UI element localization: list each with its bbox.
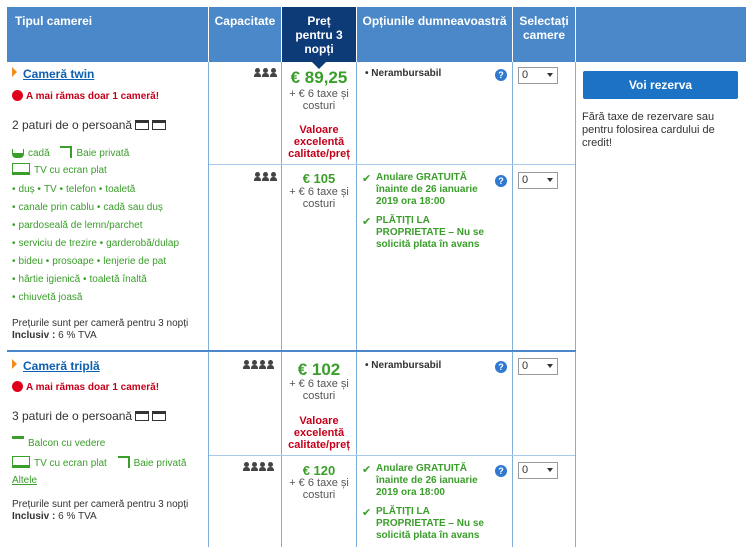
room-qty-select[interactable] [518,358,558,375]
header-select-line1: Selectați [519,14,569,28]
header-price [282,7,356,62]
availability-alert-text: A mai rămas doar 1 cameră! [26,382,160,393]
row-divider [209,164,575,165]
chevron-down-icon [547,364,553,368]
alert-dot-icon [12,381,23,392]
amenity-item: • bideu [12,256,43,267]
pay-line1: PLĂTIȚI LA [376,506,430,517]
cancel-line1: Anulare GRATUITĂ [376,172,467,183]
offer-tax-line2: costuri [302,100,336,112]
amenity-row [12,456,186,470]
header-select [513,7,575,62]
amenity-item: • toaletă [99,184,136,195]
divider [208,62,209,547]
chevron-down-icon [547,73,553,77]
option-free-cancel [362,463,492,499]
pay-line1: PLĂTIȚI LA [376,215,430,226]
amenity-balcony: Balcon cu vedere [28,438,106,449]
room-name-link[interactable]: Cameră twin [23,67,95,81]
info-icon[interactable]: ? [495,175,507,187]
option-nonrefundable: • Nerambursabil [365,360,442,371]
room-qty-select[interactable] [518,67,558,84]
offer-tax-line1: + € 6 taxe și [289,186,349,198]
capacity-2-persons-icon [254,172,278,184]
balcony-icon [12,436,24,448]
amenity-bathtub: cadă [28,148,50,159]
availability-alert-text: A mai rămas doar 1 cameră! [26,91,160,102]
chevron-down-icon [547,468,553,472]
others-link[interactable]: Altele [12,475,38,486]
amenity-row [12,163,107,177]
reserve-note: Fără taxe de rezervare sau pentru folosirea cardului de credit! [582,111,715,149]
info-icon[interactable]: ? [495,361,507,373]
offer-tax-line2: costuri [302,489,336,501]
value-badge [282,415,356,451]
cancel-line1: Anulare GRATUITĂ [376,463,467,474]
amenity-private-bath: Baie privată [133,458,187,469]
bed-icon [152,411,166,421]
value-badge-line1: Valoare [299,124,339,136]
chevron-down-icon [547,178,553,182]
availability-alert [12,381,159,393]
bed-icon [135,120,149,130]
bed-info [12,118,166,132]
header-capacity-label: Capacitate [214,14,276,28]
option-nonrefundable: • Nerambursabil [365,68,442,79]
amenity-item: • toaletă înaltă [83,274,147,285]
pay-line2: PROPRIETATE – Nu se [376,227,484,238]
reserve-button[interactable]: Voi rezerva [583,71,738,99]
amenity-item: • duș [12,184,35,195]
amenity-private-bath: Baie privată [76,148,130,159]
amenity-item: • serviciu de trezire [12,238,97,249]
option-nonrefundable-text: Nerambursabil [371,360,442,371]
offer-price: € 102 [297,360,341,379]
header-price-line3: nopți [304,42,334,56]
amenity-item: • canale prin cablu [12,202,94,213]
shower-icon [118,456,130,468]
header-room-type [7,7,208,62]
capacity-3-persons-icon [243,462,275,474]
offer-tax-line1: + € 6 taxe și [289,477,349,489]
option-free-cancel [362,172,492,208]
alert-dot-icon [12,90,23,101]
bed-info [12,409,166,423]
bed-icon [135,411,149,421]
price-note-text: Prețurile sunt per cameră pentru 3 nopți [12,499,189,510]
value-badge-line1: Valoare [299,415,339,427]
offer-tax [282,88,356,112]
amenity-item: • lenjerie de pat [97,256,166,267]
expand-arrow-icon [12,359,17,369]
offer-price: € 120 [302,463,336,478]
offer-tax [282,378,356,402]
header-price-line2: pentru 3 [295,28,343,42]
option-nonrefundable-text: Nerambursabil [371,68,442,79]
header-capacity [209,7,281,62]
header-select-line2: camere [522,28,566,42]
offer-tax [282,477,356,501]
option-pay-at-property [362,215,497,251]
bed-info-text: 3 paturi de o persoană [12,409,133,423]
info-icon[interactable]: ? [495,465,507,477]
value-badge-line2: excelentă [293,136,345,148]
cancel-line2: înainte de 26 ianuarie [376,475,478,486]
offer-tax-line1: + € 6 taxe și [289,378,349,390]
amenity-item: • cadă sau duș [97,202,163,213]
amenity-item: • chiuvetă joasă [12,292,82,303]
value-badge-line3: calitate/preț [288,148,350,160]
amenity-item: • TV [37,184,56,195]
room-qty-value: 0 [522,174,529,186]
amenity-row [12,436,105,450]
bed-icon [152,120,166,130]
header-options [357,7,512,62]
amenity-item: • prosoape [46,256,94,267]
checkmark-icon: ✔ [362,507,372,519]
room-name-row [12,359,100,373]
value-badge-line2: excelentă [293,427,345,439]
amenity-list [12,184,207,310]
price-note [12,318,188,342]
offer-tax-line2: costuri [302,198,336,210]
amenity-tv: TV cu ecran plat [34,458,107,469]
price-note-text: Prețurile sunt per cameră pentru 3 nopți [12,318,189,329]
vat-value: 6 % TVA [58,330,97,341]
amenity-item: • hârtie igienică [12,274,80,285]
value-badge-line3: calitate/preț [288,439,350,451]
offer-tax-line2: costuri [302,390,336,402]
tv-icon [12,163,30,175]
pay-line2: PROPRIETATE – Nu se [376,518,484,529]
expand-arrow-icon [12,67,17,77]
amenity-tv: TV cu ecran plat [34,165,107,176]
checkmark-icon: ✔ [362,173,372,185]
vat-value: 6 % TVA [58,511,97,522]
room-name-link[interactable]: Cameră triplă [23,359,100,373]
room-qty-select[interactable] [518,462,558,479]
capacity-2-persons-icon [254,68,278,80]
divider [356,62,357,547]
vat-label: Inclusiv : [12,511,56,522]
room-qty-value: 0 [522,464,529,476]
header-room-type-label: Tipul camerei [15,14,93,28]
amenity-item: • telefon [60,184,97,195]
room-qty-value: 0 [522,360,529,372]
amenity-item: • garderobă/dulap [100,238,179,249]
divider [512,62,513,547]
cancel-line3: 2019 ora 18:00 [376,196,445,207]
tv-icon [12,456,30,468]
divider [575,62,576,547]
room-qty-value: 0 [522,69,529,81]
header-reserve [576,7,746,62]
amenity-row [12,146,129,160]
info-icon[interactable]: ? [495,69,507,81]
checkmark-icon: ✔ [362,464,372,476]
capacity-3-persons-icon [243,360,275,372]
bed-info-text: 2 paturi de o persoană [12,118,133,132]
checkmark-icon: ✔ [362,216,372,228]
cancel-line3: 2019 ora 18:00 [376,487,445,498]
room-divider [7,350,576,352]
cancel-line2: înainte de 26 ianuarie [376,184,478,195]
value-badge [282,124,356,160]
bathtub-icon [12,149,24,158]
pay-line3: solicită plata în avans [376,239,480,250]
room-qty-select[interactable] [518,172,558,189]
room-name-row [12,67,94,81]
vat-label: Inclusiv : [12,330,56,341]
option-pay-at-property [362,506,497,542]
offer-price: € 89,25 [290,68,348,87]
offer-tax [282,186,356,210]
header-options-label: Opțiunile dumneavoastră [362,14,507,28]
offer-price: € 105 [302,171,336,186]
shower-icon [60,146,72,158]
availability-alert [12,90,159,102]
header-price-line1: Preț [307,14,331,28]
row-divider [209,455,575,456]
amenity-item: • pardoseală de lemn/parchet [12,220,143,231]
price-note [12,499,188,523]
pay-line3: solicită plata în avans [376,530,480,541]
offer-tax-line1: + € 6 taxe și [289,88,349,100]
